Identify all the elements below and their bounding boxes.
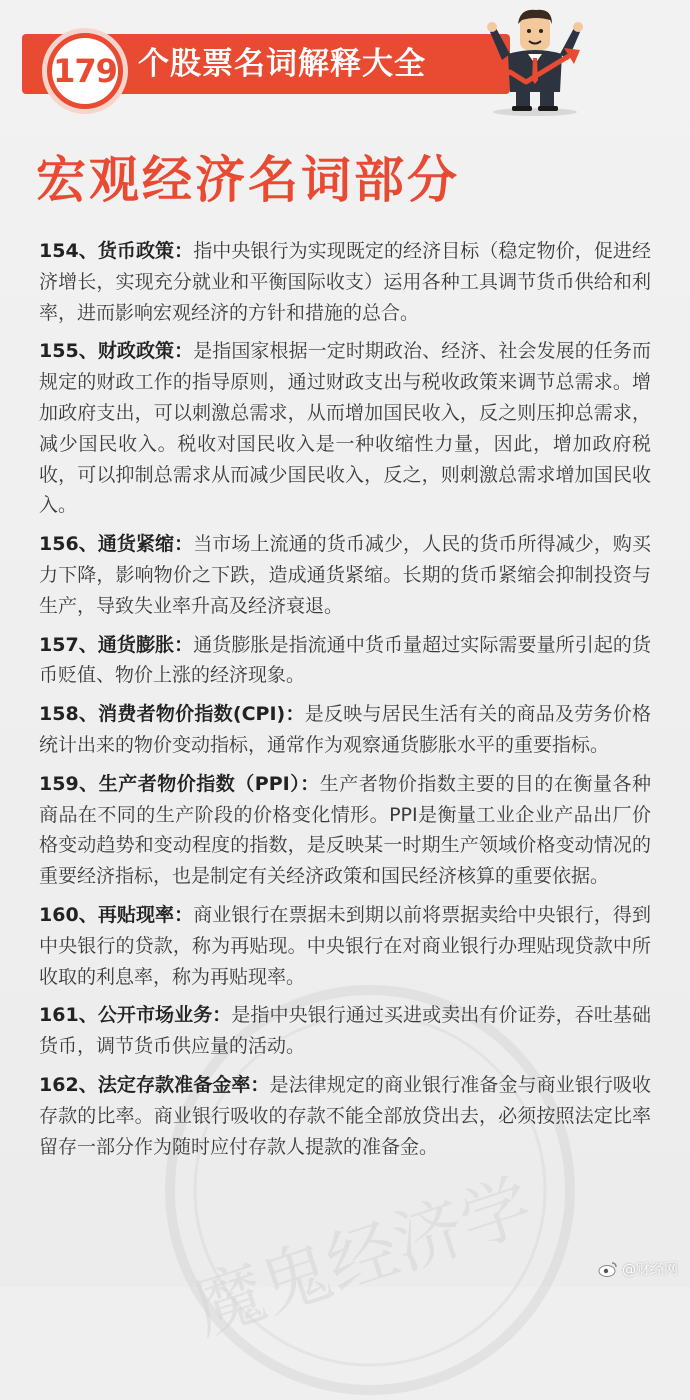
term-heading: 156、通货紧缩： — [39, 533, 194, 556]
term-entry — [39, 769, 651, 892]
term-definition: 指中央银行为实现既定的经济目标（稳定物价，促进经济增长，实现充分就业和平衡国际收支）运用各种工具调节货币供给和利率，进而影响宏观经济的方针和措施的总合。 — [39, 240, 651, 324]
term-entry — [39, 336, 651, 521]
term-heading: 161、公开市场业务： — [39, 1004, 232, 1027]
term-entry — [39, 699, 651, 761]
term-heading: 157、通货膨胀： — [39, 633, 194, 656]
term-definition: 是法律规定的商业银行准备金与商业银行吸收存款的比率。商业银行吸收的存款不能全部放贷出去，必须按照法定比率留存一部分作为随时应付存款人提款的准备金。 — [39, 1073, 651, 1158]
term-heading: 162、法定存款准备金率： — [39, 1073, 270, 1096]
banner-title: 个股票名词解释大全 — [138, 46, 426, 82]
term-heading: 154、货币政策： — [39, 240, 194, 262]
term-heading: 160、再贴现率： — [39, 903, 194, 926]
number-badge — [42, 28, 128, 114]
term-definition: 是指国家根据一定时期政治、经济、社会发展的任务而规定的财政工作的指导原则，通过财政支出与税收政策来调节总需求。增加政府支出，可以刺激总需求，从而增加国民收入，反之则压抑总需求，减少国民收入。税收对国民收入是一种收缩性力量，因此，增加政府税收，可以抑制总需求从而减少国民收入，反之，则刺激总需求增加国民收入。 — [39, 340, 651, 517]
weibo-icon — [598, 1261, 618, 1277]
term-heading: 158、消费者物价指数(CPI)： — [39, 703, 305, 726]
term-definition: 通货膨胀是指流通中货币量超过实际需要量所引起的货币贬值、物价上涨的经济现象。 — [39, 633, 651, 687]
term-heading: 155、财政政策： — [39, 340, 194, 363]
section-title: 宏观经济名词部分 — [36, 151, 460, 209]
term-heading: 159、生产者物价指数（PPI）： — [39, 772, 320, 795]
businessman-mascot-icon — [480, 2, 590, 117]
term-definition: 是反映与居民生活有关的商品及劳务价格统计出来的物价变动指标，通常作为观察通货膨胀水平的重要指标。 — [39, 703, 651, 756]
source-credit — [598, 1259, 678, 1279]
term-entry — [39, 1000, 651, 1062]
source-label: @财经网 — [622, 1262, 678, 1278]
term-definition: 是指中央银行通过买进或卖出有价证券，吞吐基础货币，调节货币供应量的活动。 — [39, 1004, 651, 1058]
term-entry — [39, 630, 651, 692]
term-list — [39, 236, 651, 1170]
badge-number: 179 — [53, 52, 117, 90]
term-entry — [39, 1070, 651, 1162]
term-entry — [39, 529, 651, 621]
term-definition: 生产者物价指数主要的目的在衡量各种商品在不同的生产阶段的价格变化情形。PPI是衡量工业企业产品出厂价格变动趋势和变动程度的指数，是反映某一时期生产领域价格变动情况的重要经济指标，也是制定有关经济政策和国民经济核算的重要依据。 — [39, 772, 651, 888]
term-entry — [39, 236, 651, 328]
term-definition: 当市场上流通的货币减少，人民的货币所得减少，购买力下降，影响物价之下跌，造成通货紧缩。长期的货币紧缩会抑制投资与生产，导致失业率升高及经济衰退。 — [39, 533, 651, 617]
seal-text: 魔鬼经济学 — [183, 1164, 542, 1351]
term-entry — [39, 900, 651, 992]
term-definition: 商业银行在票据未到期以前将票据卖给中央银行，得到中央银行的贷款，称为再贴现。中央银行在对商业银行办理贴现贷款中所收取的利息率，称为再贴现率。 — [39, 903, 651, 988]
